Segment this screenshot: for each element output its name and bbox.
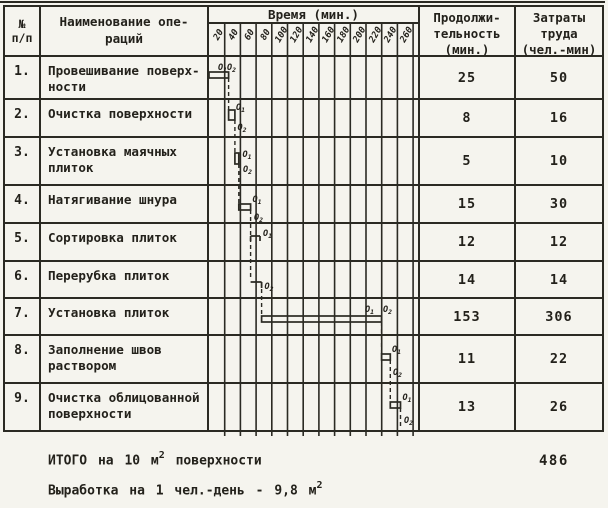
op-row-name-line: Сортировка плиток — [48, 230, 177, 245]
op-row-number: 6. — [5, 262, 41, 299]
footer-total-value: 486 — [539, 453, 569, 469]
op-row-duration: 5 — [420, 138, 516, 186]
svg-text:О2: $О_2$ — [393, 368, 403, 379]
op-row-labor: 306 — [516, 299, 602, 336]
op-row-labor: 26 — [549, 399, 569, 415]
op-row-name — [41, 186, 209, 224]
op-row-number: 1. — [5, 57, 41, 100]
op-row-chart-cell — [209, 336, 420, 384]
op-row-name-line: раствором — [48, 358, 117, 373]
svg-text:О2: $О_2$ — [264, 282, 274, 293]
time-tick-label: 100 — [273, 25, 290, 45]
col-header-operation-name — [41, 7, 209, 57]
footer-total-line: ИТОГО на 10 $м^2$ поверхности — [48, 450, 262, 469]
op-row-number: 8. — [5, 336, 41, 384]
svg-text:О1: $О_1$ — [236, 103, 246, 114]
svg-text:О2: $О_2$ — [404, 416, 414, 427]
op-row-name-line: ности — [48, 79, 86, 94]
col-header-duration: Продолжи- тельность (мин.) — [420, 7, 516, 57]
time-tick-label: 200 — [351, 25, 369, 45]
op-row-duration: 153 — [420, 299, 516, 336]
op-row-chart-cell — [209, 138, 420, 186]
col-header-number — [5, 7, 41, 57]
op-row-name-line: плиток — [48, 160, 94, 175]
op-row-chart-cell — [209, 384, 420, 430]
op-row-name — [41, 262, 209, 299]
time-tick-label: 20 — [211, 27, 226, 43]
op-row-labor: 22 — [516, 336, 602, 384]
op-row-chart-cell — [209, 299, 420, 336]
time-tick-label: 180 — [335, 25, 353, 45]
time-tick-label: 160 — [320, 25, 337, 45]
op-row-chart-cell — [209, 262, 420, 299]
op-row-number: 2. — [5, 100, 41, 138]
svg-text:О2: $О_2$ — [254, 213, 264, 224]
op-row-name-line: Натягивание шнура — [48, 192, 177, 207]
op-row-name-line: Заполнение швов — [48, 342, 162, 357]
op-row-number: 9. — [5, 384, 41, 430]
op-row-duration: 11 — [420, 336, 516, 384]
time-tick-label: 60 — [243, 27, 258, 43]
svg-text:О1: $О_1$ — [365, 305, 375, 316]
op-row-name-line: Установка плиток — [48, 305, 170, 320]
time-tick-label: 120 — [288, 25, 306, 45]
op-row-name-line: Очистка поверхности — [48, 106, 193, 121]
op-row-duration: 12 — [420, 224, 516, 262]
time-tick-label: 80 — [258, 27, 273, 43]
op-row-duration: 8 — [420, 100, 516, 138]
svg-text:О1: $О_1$ — [263, 229, 273, 240]
time-tick-label: 140 — [304, 25, 322, 45]
op-row-name — [41, 299, 209, 336]
op-row-name — [41, 384, 209, 430]
op-row-labor: 14 — [516, 262, 602, 299]
svg-text:О2: $О_2$ — [243, 165, 253, 176]
time-axis-title: Время (мин.) — [209, 7, 418, 24]
op-row-name — [41, 224, 209, 262]
col-header-number-line2: п/п — [11, 31, 33, 45]
op-row-number: 4. — [5, 186, 41, 224]
svg-text:О1: $О_1$ — [392, 345, 402, 356]
superscript-2: 2 — [316, 480, 323, 491]
col-header-operation-line2: раций — [105, 31, 143, 46]
svg-text:О1О2: $О_1О_2$ — [218, 63, 237, 74]
op-row-labor: 16 — [516, 100, 602, 138]
footer-output-line: Выработка на 1 чел.-день - 9,8 $м^2$ — [48, 480, 323, 499]
time-tick-label: 240 — [382, 25, 400, 45]
svg-text:О1: $О_1$ — [242, 150, 252, 161]
col-header-labor: Затраты труда (чел.-мин) — [516, 7, 602, 57]
operations-schedule-table — [3, 5, 604, 432]
op-row-name — [41, 100, 209, 138]
svg-text:О2: $О_2$ — [237, 123, 247, 134]
op-row-name — [41, 336, 209, 384]
op-row-duration: 14 — [420, 262, 516, 299]
op-row-name-line: Очистка облицованной — [48, 390, 200, 405]
op-row-chart-cell — [209, 57, 420, 100]
time-tick-label: 260 — [398, 25, 416, 45]
col-header-time — [209, 7, 420, 57]
op-row-duration: 25 — [420, 57, 516, 100]
superscript-2: 2 — [158, 450, 165, 461]
op-row-duration: 15 — [420, 186, 516, 224]
op-row-labor: 10 — [516, 138, 602, 186]
op-row-chart-cell — [209, 100, 420, 138]
op-row-number: 3. — [5, 138, 41, 186]
op-row-name-line: Провешивание поверх- — [48, 63, 200, 78]
time-tick-label: 40 — [227, 27, 242, 43]
op-row-labor: 30 — [516, 186, 602, 224]
svg-text:О1: $О_1$ — [252, 195, 262, 206]
op-row-labor: 12 — [516, 224, 602, 262]
top-rule-line — [0, 1, 605, 3]
time-axis-tick-strip — [209, 24, 418, 55]
op-row-name-line: Установка маячных — [48, 144, 177, 159]
col-header-number-line1: № — [18, 17, 26, 31]
time-tick-label: 220 — [367, 25, 385, 45]
op-row-number: 7. — [5, 299, 41, 336]
op-row-chart-cell — [209, 224, 420, 262]
svg-text:О1: $О_1$ — [402, 393, 412, 404]
op-row-number: 5. — [5, 224, 41, 262]
op-row-name-line: Перерубка плиток — [48, 268, 170, 283]
op-row-name — [41, 57, 209, 100]
op-row-labor: 50 — [516, 57, 602, 100]
op-row-chart-cell — [209, 186, 420, 224]
svg-text:О2: $О_2$ — [383, 305, 393, 316]
col-header-operation-line1: Наименование опе- — [59, 14, 189, 29]
op-row-duration: 13 — [420, 384, 516, 430]
op-row-name-line: поверхности — [48, 406, 132, 421]
op-row-name — [41, 138, 209, 186]
